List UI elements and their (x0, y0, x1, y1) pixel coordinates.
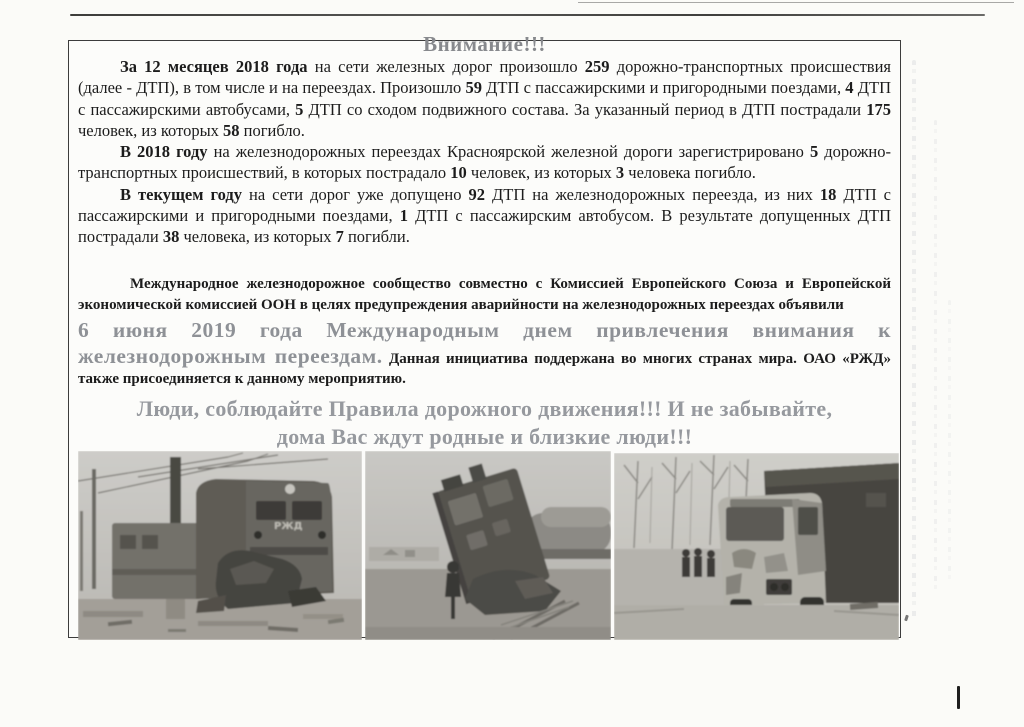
bleed-through-artifact (934, 120, 937, 590)
bus-train-collision-illustration (614, 453, 899, 640)
slogan-line-2: дома Вас ждут родные и близкие люди!!! (276, 423, 693, 449)
notice-title: Внимание!!! (423, 32, 546, 56)
slogan (78, 395, 891, 451)
page-top-rule (70, 14, 985, 16)
scan-edge-line (578, 2, 1014, 3)
photo-train-car-collision (78, 451, 362, 640)
photo-bus-train-collision (614, 453, 899, 640)
svg-text:РЖД: РЖД (274, 520, 303, 532)
paragraph-krasnoyarsk-2018-stats: В 2018 году на железнодорожных переездах Красноярской железной дороги зарегистрировано 5 дорожно-транспортных происшествий, в которых пострадало 10 человек, из которых 3 человека погибло. (78, 142, 891, 183)
accident-photos-row (78, 451, 891, 640)
scan-speck-mark (904, 615, 909, 622)
paragraph-current-year-stats: В текущем году на сети дорог уже допущено 92 ДТП на железнодорожных переезда, из них 18 ДТП с пассажирскими и пригородными поездами, 1 ДТП с пассажирским автобусом. В результате допущенных ДТП пострадали 38 человека, из которых 7 погибли. (78, 184, 892, 247)
paragraph-international-community: Международное железнодорожное сообщество совместно с Комиссией Европейского Союза и Европейской экономической комиссией ООН в целях предупреждения аварийности на железнодорожных переездах объявили (78, 275, 891, 313)
train-car-collision-illustration (78, 451, 362, 640)
pen-mark-artifact (957, 686, 960, 709)
bleed-through-artifact (912, 60, 916, 620)
photo-derailed-wagon (365, 451, 611, 640)
paragraph-network-2018-stats: За 12 месяцев 2018 года на сети железных дорог произошло 259 дорожно-транспортных происшествия (далее - ДТП), в том числе и на переездах. Произошло 59 ДТП с пассажирскими и пригородными поездами, 4 ДТП с пассажирскими автобусами, 5 ДТП со сходом подвижного состава. За указанный период в ДТП пострадали 175 человек, из которых 58 погибло. (78, 57, 892, 140)
slogan-line-1: Люди, соблюдайте Правила дорожного движения!!! И не забывайте, (136, 395, 833, 421)
bleed-through-artifact (948, 300, 951, 580)
notice-box (68, 32, 901, 638)
paragraph-announcement: 6 июня 2019 года Международным днем привлечения внимания к железнодорожным переездам. Данная инициатива поддержана во многих странах мира. ОАО «РЖД» также присоединяется к данному мероприятию. (78, 317, 891, 387)
derailed-wagon-illustration (365, 451, 611, 640)
